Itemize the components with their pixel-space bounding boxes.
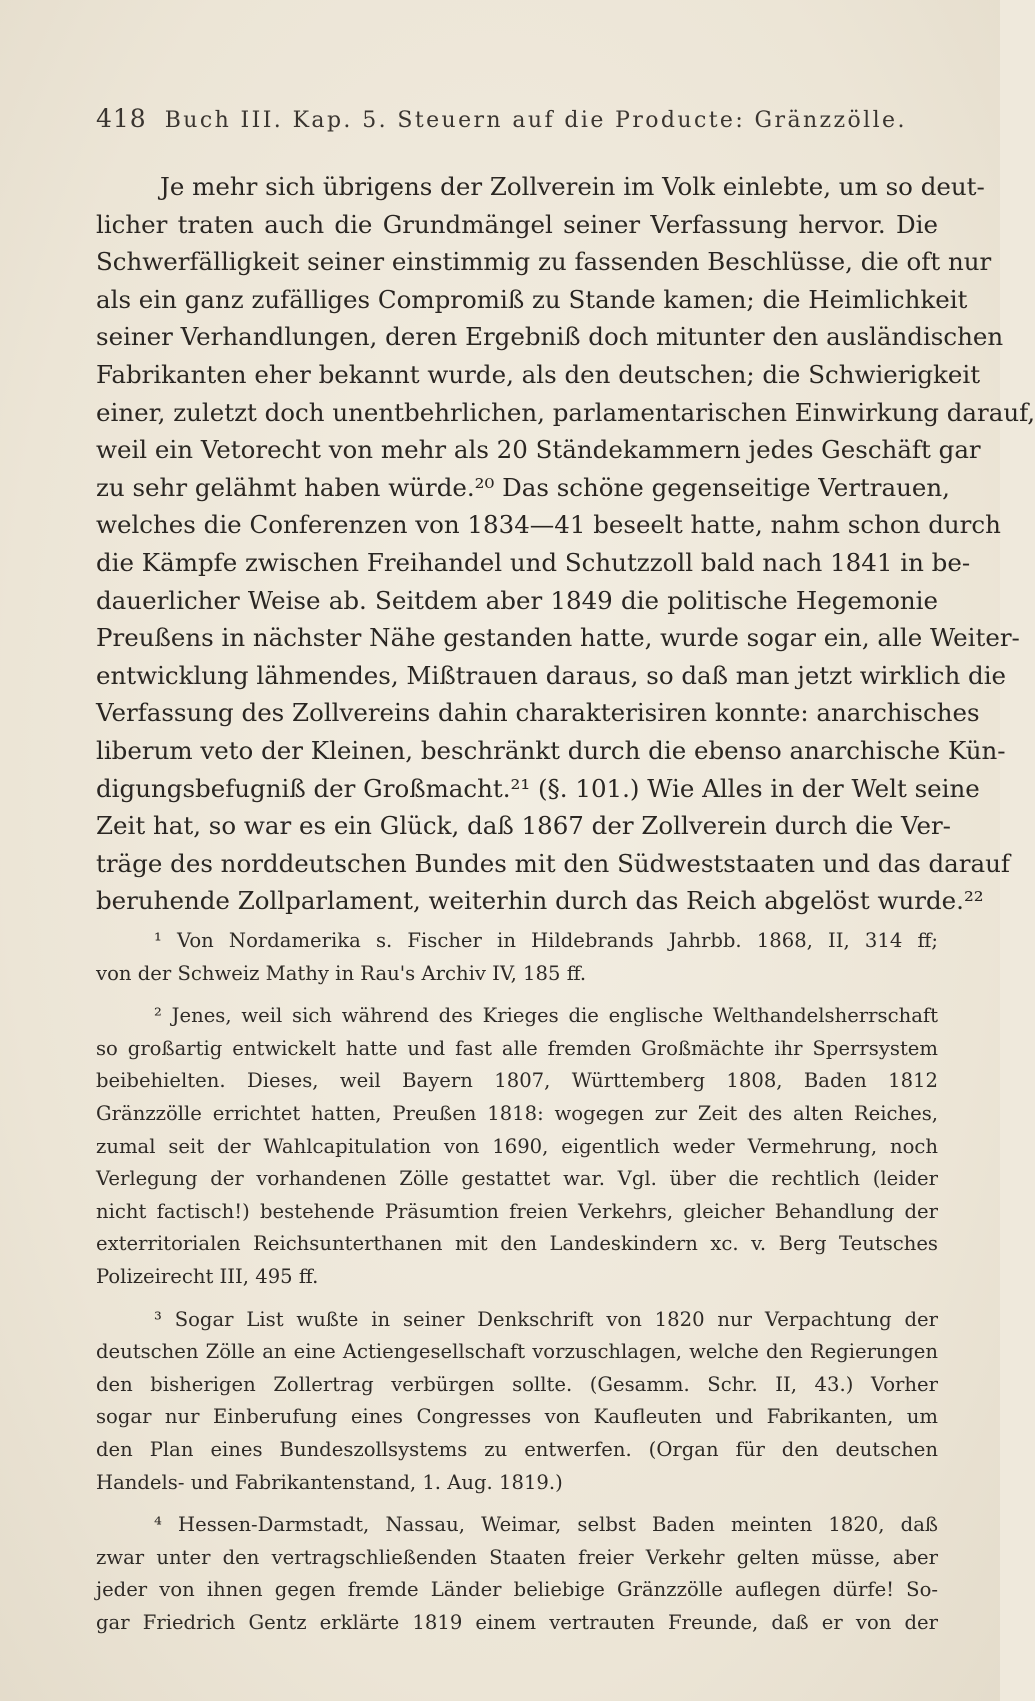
- page-number: 418: [96, 104, 147, 133]
- footnote-2: [96, 1000, 938, 1293]
- footnote-line: Handels- und Fabrikantenstand, 1. Aug. 1819.): [96, 1470, 563, 1494]
- text-line: Zeit hat, so war es ein Glück, daß 1867 der Zollverein durch die Ver-: [96, 811, 951, 841]
- text-line: die Kämpfe zwischen Freihandel und Schutzzoll bald nach 1841 in be-: [96, 547, 971, 577]
- footnote-line: so großartig entwickelt hatte und fast alle fremden Großmächte ihr Sperrsystem: [96, 1036, 938, 1060]
- text-line: Preußens in nächster Nähe gestanden hatte, wurde sogar ein, alle Weiter-: [96, 623, 1020, 653]
- text-line: Verfassung des Zollvereins dahin charakterisiren konnte: anarchisches: [96, 698, 980, 728]
- footnote-4: [96, 1509, 938, 1639]
- footnote-line: ¹ Von Nordamerika s. Fischer in Hildebrands Jahrbb. 1868, II, 314 ff;: [154, 929, 938, 952]
- text-line: dauerlicher Weise ab. Seitdem aber 1849 die politische Hegemonie: [96, 585, 938, 615]
- footnote-line: deutschen Zölle an eine Actiengesellschaft vorzuschlagen, welche den Regierungen: [96, 1340, 938, 1364]
- footnote-line: Verlegung der vorhandenen Zölle gestattet war. Vgl. über die rechtlich (leider: [96, 1167, 938, 1191]
- text-line: Je mehr sich übrigens der Zollverein im Volk einlebte, um so deut-: [160, 172, 985, 201]
- footnote-1: [96, 925, 938, 990]
- text-line: licher traten auch die Grundmängel seiner Verfassung hervor. Die: [96, 209, 938, 239]
- text-line: welches die Conferenzen von 1834—41 beseelt hatte, nahm schon durch: [96, 510, 1001, 540]
- footnote-3: [96, 1304, 938, 1500]
- footnote-line: den bisherigen Zollertrag verbürgen sollte. (Gesamm. Schr. II, 43.) Vorher: [96, 1372, 938, 1396]
- text-line: zu sehr gelähmt haben würde.²⁰ Das schöne gegenseitige Vertrauen,: [96, 472, 950, 502]
- text-line: entwicklung lähmendes, Mißtrauen daraus, so daß man jetzt wirklich die: [96, 660, 1007, 690]
- footnote-line: jeder von ihnen gegen fremde Länder beliebige Gränzzölle auflegen dürfe! So-: [96, 1578, 938, 1602]
- footnote-line: ⁴ Hessen-Darmstadt, Nassau, Weimar, selbst Baden meinten 1820, daß: [154, 1513, 938, 1537]
- footnote-line: ³ Sogar List wußte in seiner Denkschrift von 1820 nur Verpachtung der: [154, 1307, 938, 1331]
- running-title: Buch III. Kap. 5. Steuern auf die Producte: Gränzzölle.: [164, 108, 907, 133]
- footnote-line: nicht factisch!) bestehende Präsumtion freien Verkehrs, gleicher Behandlung der: [96, 1199, 938, 1223]
- footnote-line: Polizeirecht III, 495 ff.: [96, 1264, 319, 1288]
- text-line: träge des norddeutschen Bundes mit den Südweststaaten und das darauf: [96, 848, 1010, 878]
- footnote-line: zumal seit der Wahlcapitulation von 1690, eigentlich weder Vermehrung, noch: [96, 1134, 938, 1158]
- footnote-line: sogar nur Einberufung eines Congresses von Kaufleuten und Fabrikanten, um: [96, 1405, 938, 1429]
- footnotes: [96, 925, 938, 1649]
- footnote-line: beibehielten. Dieses, weil Bayern 1807, Württemberg 1808, Baden 1812: [96, 1069, 938, 1093]
- text-line: einer, zuletzt doch unentbehrlichen, parlamentarischen Einwirkung darauf,: [96, 397, 1035, 427]
- footnote-line: gar Friedrich Gentz erklärte 1819 einem vertrauten Freunde, daß er von der: [96, 1610, 938, 1634]
- footnote-line: zwar unter den vertragschließenden Staaten freier Verkehr gelten müsse, aber: [96, 1545, 938, 1569]
- text-line: Fabrikanten eher bekannt wurde, als den deutschen; die Schwierigkeit: [96, 359, 981, 389]
- text-line: beruhende Zollparlament, weiterhin durch das Reich abgelöst wurde.²²: [96, 886, 984, 916]
- text-line: als ein ganz zufälliges Compromiß zu Stande kamen; die Heimlichkeit: [96, 284, 968, 314]
- footnote-line: Gränzzölle errichtet hatten, Preußen 1818: wogegen zur Zeit des alten Reiches,: [96, 1101, 938, 1125]
- text-line: liberum veto der Kleinen, beschränkt durch die ebenso anarchische Kün-: [96, 735, 1006, 765]
- text-line: weil ein Vetorecht von mehr als 20 Ständekammern jedes Geschäft gar: [96, 435, 981, 465]
- running-header: [96, 104, 938, 133]
- footnote-line: von der Schweiz Mathy in Rau's Archiv IV, 185 ff.: [96, 961, 587, 985]
- footnote-line: exterritorialen Reichsunterthanen mit den Landeskindern xc. v. Berg Teutsches: [96, 1232, 938, 1256]
- footnote-line: ² Jenes, weil sich während des Krieges die englische Welthandelsherrschaft: [154, 1004, 938, 1028]
- footnote-line: den Plan eines Bundeszollsystems zu entwerfen. (Organ für den deutschen: [96, 1437, 938, 1461]
- text-line: Schwerfälligkeit seiner einstimmig zu fassenden Beschlüsse, die oft nur: [96, 247, 992, 277]
- main-text: [96, 168, 1035, 920]
- text-line: digungsbefugniß der Großmacht.²¹ (§. 101.) Wie Alles in der Welt seine: [96, 773, 980, 803]
- text-line: seiner Verhandlungen, deren Ergebniß doch mitunter den ausländischen: [96, 322, 1004, 352]
